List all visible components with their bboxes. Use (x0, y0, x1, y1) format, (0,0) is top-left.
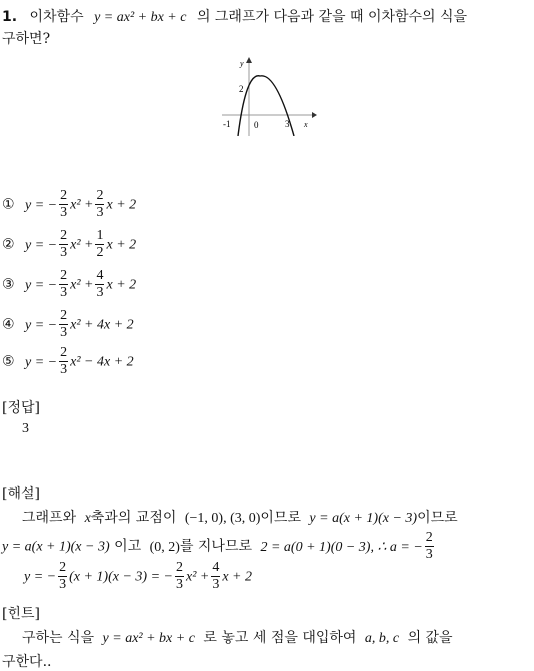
hint-tag: [힌트] (2, 606, 40, 622)
explanation-tag: [해설] (2, 486, 40, 502)
choice-marker: ② (2, 236, 15, 253)
explanation-line-2: y = a(x + 1)(x − 3) 이고 (0, 2)를 지나므로 2 = a(0 + 1)(0 − 3), ∴ a = − $\frac{2}{3}$ (2, 530, 433, 562)
fraction: $\frac{2}{3}$ (60, 188, 68, 220)
choice-marker: ③ (2, 276, 15, 293)
choice-2[interactable]: ② y = − $\frac{2}{3}$ x² + $\frac{1}{2}$ x + 2 (2, 228, 137, 260)
fraction: $\frac{2}{3}$ (96, 188, 104, 220)
question-line-2: 구하면? (2, 31, 51, 47)
choice-4[interactable]: ④ y = − $\frac{2}{3}$ x² + 4x + 2 (2, 308, 134, 340)
fraction: $\frac{2}{3}$ (60, 228, 68, 260)
explanation-line-3: y = − $\frac{2}{3}$ (x + 1)(x − 3) = − $\frac{2}{3}$ x² + $\frac{4}{3}$ x + 2 (24, 560, 253, 592)
question-number: 1. (2, 9, 18, 25)
answer-tag: [정답] (2, 400, 40, 416)
y-axis-label: y (240, 59, 244, 68)
fraction: $\frac{2}{3}$ (59, 560, 67, 592)
y-axis-arrow (246, 57, 252, 63)
choice-5[interactable]: ⑤ y = − $\frac{2}{3}$ x² − 4x + 2 (2, 345, 134, 377)
x-axis-arrow (312, 112, 317, 118)
parabola-graph (220, 52, 320, 136)
hint-line-2: 구한다.. (2, 654, 52, 670)
tick-label-neg1: -1 (223, 119, 231, 129)
fraction: $\frac{1}{2}$ (96, 228, 104, 260)
explanation-line-1: 그래프와 x축과의 교점이 (−1, 0), (3, 0)이므로 y = a(x + 1)(x − 3)이므로 (22, 510, 458, 526)
fraction: $\frac{2}{3}$ (60, 268, 68, 300)
fraction: $\frac{2}{3}$ (60, 345, 68, 377)
fraction: $\frac{2}{3}$ (175, 560, 183, 592)
question-text-suffix: 의 그래프가 다음과 같을 때 이차함수의 식을 (196, 9, 468, 25)
x-axis-label: x (304, 120, 308, 129)
question-text-prefix: 이차함수 (29, 9, 84, 25)
choice-1[interactable]: ① y = − $\frac{2}{3}$ x² + $\frac{2}{3}$ x + 2 (2, 188, 137, 220)
tick-label-0: 0 (254, 120, 259, 130)
fraction: $\frac{2}{3}$ (425, 530, 433, 562)
fraction: $\frac{2}{3}$ (60, 308, 68, 340)
answer-value: 3 (22, 421, 29, 436)
question-equation: y = ax² + bx + c (94, 10, 187, 25)
choice-marker: ⑤ (2, 353, 15, 370)
fraction: $\frac{4}{3}$ (96, 268, 104, 300)
question-line-1 (2, 6, 467, 26)
choice-3[interactable]: ③ y = − $\frac{2}{3}$ x² + $\frac{4}{3}$ x + 2 (2, 268, 137, 300)
choice-marker: ① (2, 196, 15, 213)
tick-label-2: 2 (239, 84, 244, 94)
fraction: $\frac{4}{3}$ (212, 560, 220, 592)
tick-label-3: 3 (285, 119, 290, 129)
choice-marker: ④ (2, 316, 15, 333)
hint-line-1: 구하는 식을 y = ax² + bx + c 로 놓고 세 점을 대입하여 a, b, c 의 값을 (22, 630, 453, 646)
